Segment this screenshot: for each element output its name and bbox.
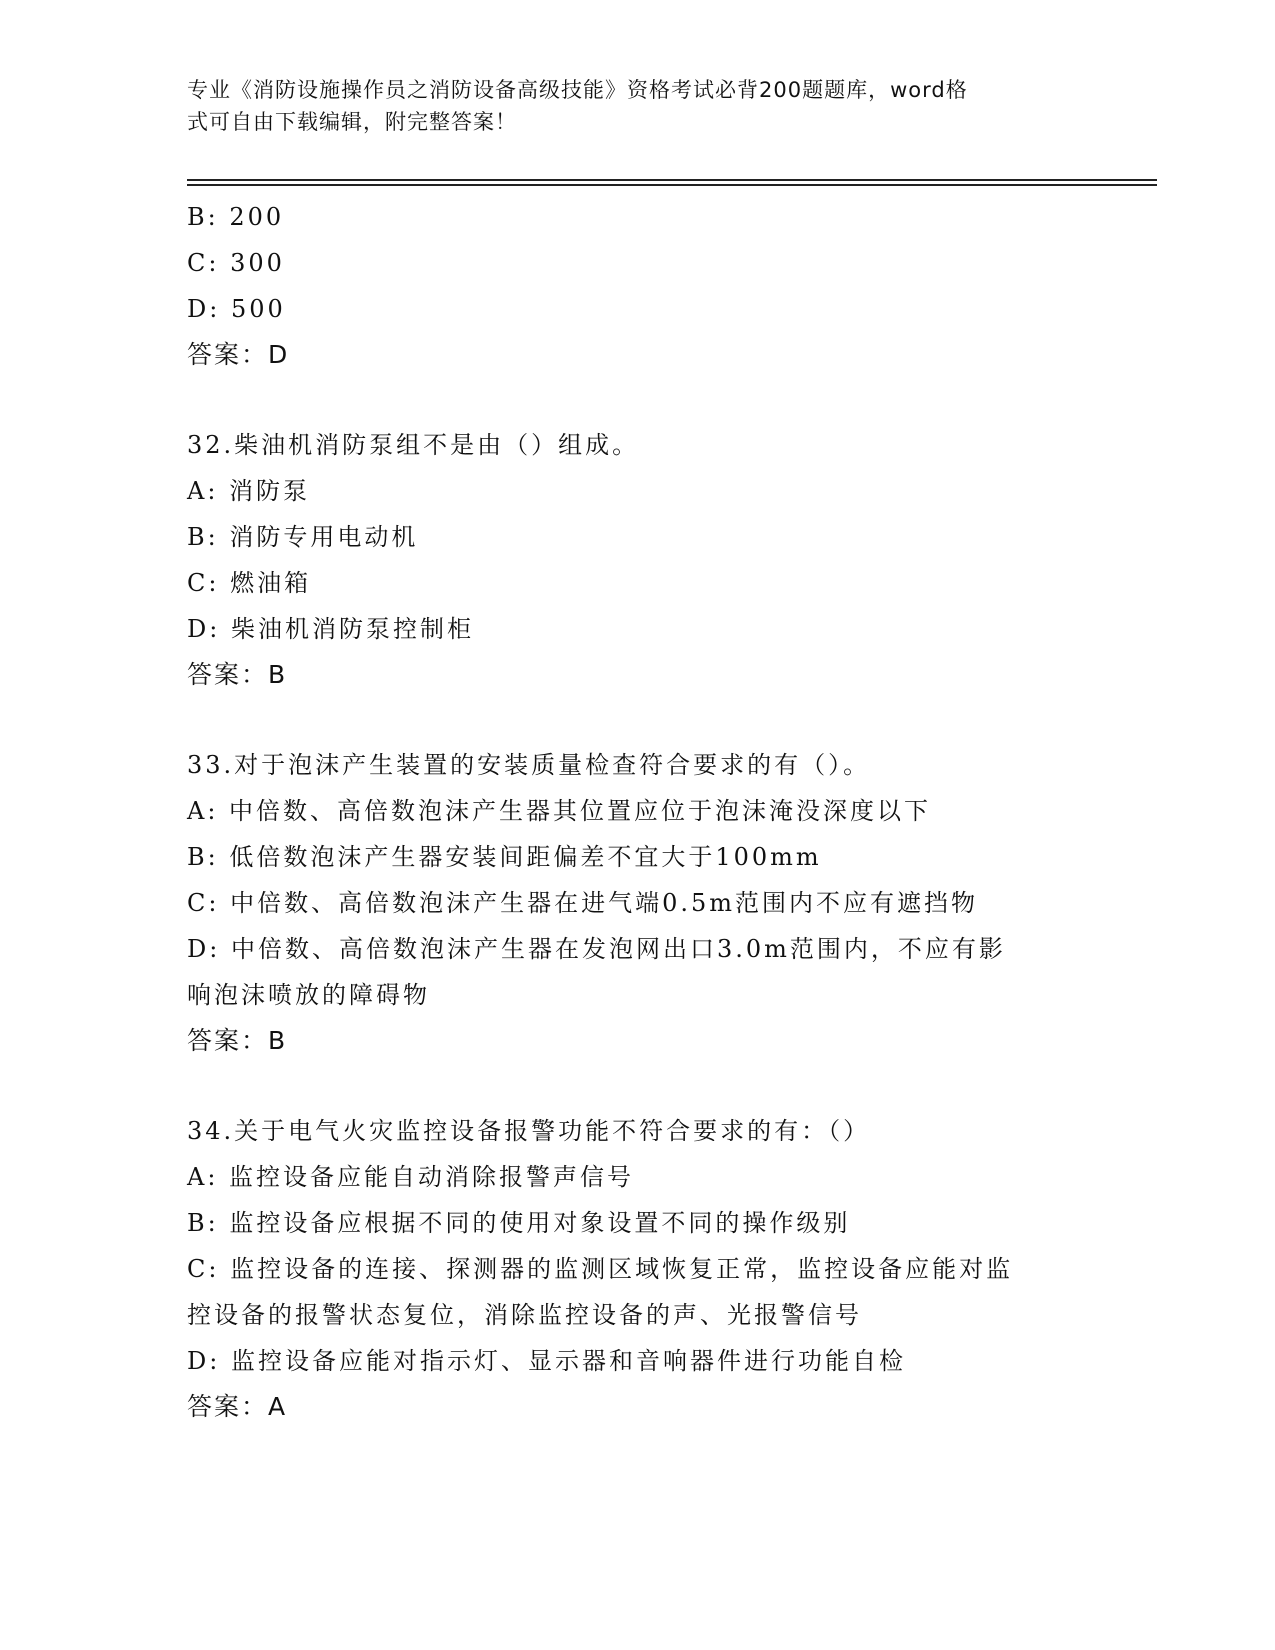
question-stem: 32.柴油机消防泵组不是由（）组成。 bbox=[187, 431, 640, 459]
spacer bbox=[187, 1064, 1087, 1108]
question-34 bbox=[187, 1108, 1087, 1430]
header-line-1: 专业《消防设施操作员之消防设备高级技能》资格考试必背200题题库，word格 bbox=[187, 78, 968, 102]
option-d: D: 柴油机消防泵控制柜 bbox=[187, 615, 474, 643]
answer-line: 答案：B bbox=[187, 660, 288, 689]
question-stem: 33.对于泡沫产生装置的安装质量检查符合要求的有（）。 bbox=[187, 751, 871, 779]
header-divider-top bbox=[187, 179, 1157, 181]
spacer bbox=[187, 378, 1087, 422]
question-list bbox=[187, 194, 1087, 1430]
page-header bbox=[187, 74, 1087, 138]
option-c-continued: 控设备的报警状态复位，消除监控设备的声、光报警信号 bbox=[187, 1301, 862, 1329]
option-b: B: 200 bbox=[187, 203, 285, 231]
header-line-2: 式可自由下载编辑，附完整答案！ bbox=[187, 110, 517, 134]
question-stem: 34.关于电气火灾监控设备报警功能不符合要求的有：（） bbox=[187, 1117, 871, 1145]
answer-line: 答案：B bbox=[187, 1026, 288, 1055]
option-d: D: 监控设备应能对指示灯、显示器和音响器件进行功能自检 bbox=[187, 1347, 906, 1375]
option-c: C: 燃油箱 bbox=[187, 569, 312, 597]
question-32 bbox=[187, 422, 1087, 698]
answer-line: 答案：D bbox=[187, 340, 290, 369]
option-c: C: 中倍数、高倍数泡沫产生器在进气端0.5m范围内不应有遮挡物 bbox=[187, 889, 979, 917]
option-a: A: 中倍数、高倍数泡沫产生器其位置应位于泡沫淹没深度以下 bbox=[187, 797, 932, 825]
option-c: C: 300 bbox=[187, 249, 285, 277]
header-divider-bottom bbox=[187, 184, 1157, 186]
option-c: C: 监控设备的连接、探测器的监测区域恢复正常，监控设备应能对监 bbox=[187, 1255, 1014, 1283]
option-d: D: 中倍数、高倍数泡沫产生器在发泡网出口3.0m范围内，不应有影 bbox=[187, 935, 1006, 963]
option-d: D: 500 bbox=[187, 295, 286, 323]
option-b: B: 低倍数泡沫产生器安装间距偏差不宜大于100mm bbox=[187, 843, 822, 871]
spacer bbox=[187, 698, 1087, 742]
option-b: B: 监控设备应根据不同的使用对象设置不同的操作级别 bbox=[187, 1209, 851, 1237]
answer-line: 答案：A bbox=[187, 1392, 288, 1421]
question-31-continued bbox=[187, 194, 1087, 378]
option-a: A: 监控设备应能自动消除报警声信号 bbox=[187, 1163, 635, 1191]
option-b: B: 消防专用电动机 bbox=[187, 523, 419, 551]
option-a: A: 消防泵 bbox=[187, 477, 311, 505]
question-33 bbox=[187, 742, 1087, 1064]
option-d-continued: 响泡沫喷放的障碍物 bbox=[187, 981, 430, 1009]
